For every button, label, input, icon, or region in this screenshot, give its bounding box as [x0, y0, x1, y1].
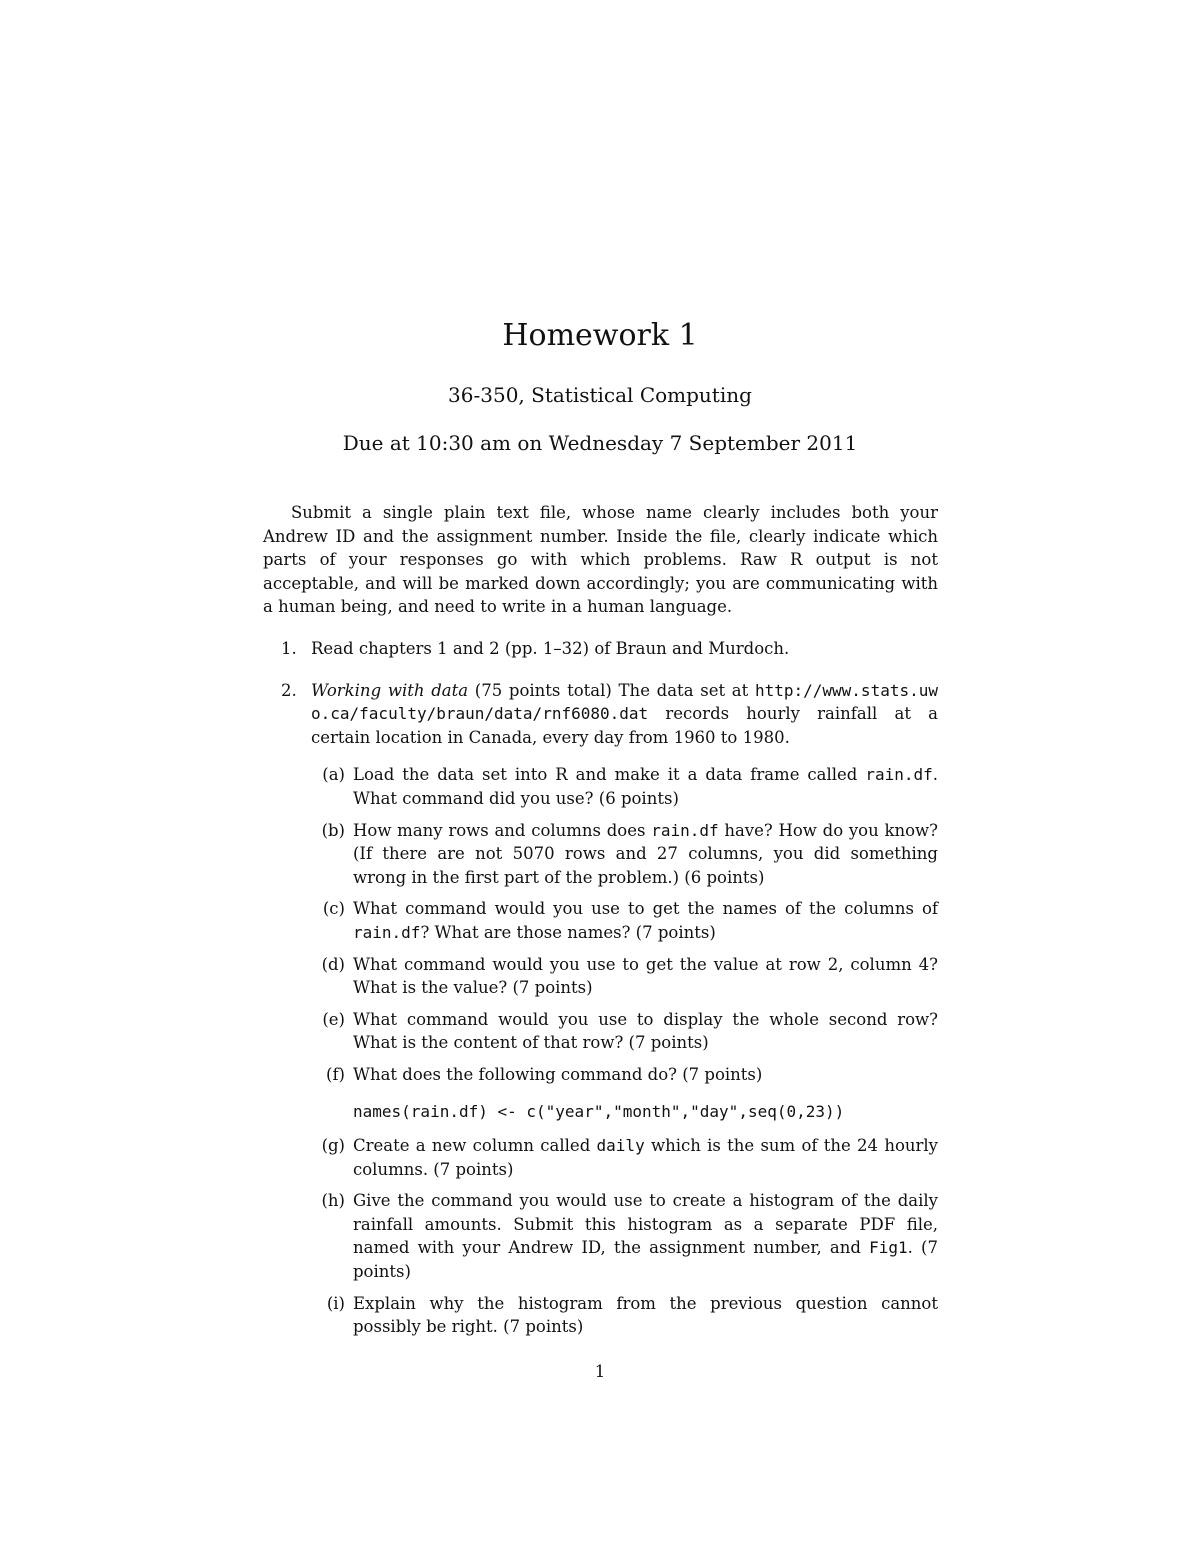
subproblem-label: (g) — [321, 1136, 345, 1156]
course-subtitle: 36-350, Statistical Computing — [448, 383, 752, 407]
problem-2-intro — [311, 679, 938, 750]
problem-number: 1. — [281, 638, 297, 658]
subproblem-h — [311, 1189, 938, 1283]
page-number: 1 — [594, 1362, 606, 1381]
subproblem-text: Create a new column called — [353, 1136, 597, 1156]
subproblem-text: which is the sum of the 24 hourly columns. (7 points) — [353, 1136, 938, 1179]
subproblem-c — [311, 897, 938, 944]
subproblem-d — [311, 953, 938, 1000]
problem-1 — [263, 637, 938, 661]
problem-title: Working with data — [311, 680, 469, 700]
subproblem-text: Load the data set into R and make it a data frame called — [353, 765, 866, 785]
subproblem-text: What command would you use to display the whole second row? What is the content of that row? (7 points) — [353, 1009, 938, 1053]
subproblem-f — [311, 1063, 938, 1124]
subproblem-label: (i) — [326, 1293, 345, 1313]
subproblem-text: have? How do you know? (If there are not 5070 rows and 27 columns, you did something wrong in the first part of the problem.) (6 points) — [353, 820, 938, 887]
problem-list — [263, 637, 938, 1339]
subproblem-label: (e) — [322, 1009, 345, 1029]
subproblem-text: Give the command you would use to create a histogram of the daily rainfall amounts. Submit this histogram as a separate PDF file, named with your Andrew ID, the assignment number, and — [353, 1191, 938, 1258]
inline-code: Fig1 — [869, 1238, 908, 1258]
subproblem-g — [311, 1134, 938, 1181]
problem-2 — [263, 679, 938, 1339]
subproblem-a — [311, 763, 938, 810]
subproblem-i — [311, 1292, 938, 1339]
subproblem-label: (f) — [326, 1064, 345, 1084]
subproblem-e — [311, 1008, 938, 1055]
dataset-url[interactable]: http://www.stats.uwo.ca/faculty/braun/data/rnf6080.dat — [311, 680, 938, 724]
subproblem-label: (b) — [321, 820, 345, 840]
subproblem-text: What does the following command do? (7 points) — [353, 1064, 763, 1084]
subproblem-b — [311, 819, 938, 890]
subproblem-label: (d) — [321, 954, 345, 974]
document-body — [263, 501, 938, 1357]
intro-paragraph: Submit a single plain text file, whose name clearly includes both your Andrew ID and the assignment number. Inside the file, clearly indicate which parts of your responses go with which problems. Raw R output is not acceptable, and will be marked down accordingly; you are communicating with a human being, and need to write in a human language. — [263, 503, 938, 617]
problem-text: (75 points total) The data set at — [468, 680, 755, 700]
problem-text: Read chapters 1 and 2 (pp. 1–32) of Braun and Murdoch. — [311, 638, 790, 658]
subproblem-text: What command would you use to get the value at row 2, column 4? What is the value? (7 points) — [353, 954, 938, 998]
page-title: Homework 1 — [502, 318, 698, 353]
subproblem-text: . What command did you use? (6 points) — [353, 765, 938, 808]
inline-code: daily — [596, 1136, 645, 1156]
subproblem-text: What command would you use to get the names of the columns of — [353, 899, 938, 919]
subproblem-label: (h) — [321, 1191, 345, 1211]
code-block: names(rain.df) <- c("year","month","day",seq(0,23)) — [353, 1102, 845, 1122]
inline-code: rain.df — [353, 922, 421, 942]
subproblem-label: (c) — [322, 899, 345, 919]
inline-code: rain.df — [651, 820, 719, 840]
subproblem-label: (a) — [322, 765, 345, 785]
problem-text: records hourly rainfall at a certain location in Canada, every day from 1960 to 1980. — [311, 704, 938, 747]
subproblem-text: Explain why the histogram from the previous question cannot possibly be right. (7 points) — [353, 1293, 938, 1337]
due-date: Due at 10:30 am on Wednesday 7 September 2011 — [342, 431, 858, 455]
subproblem-text: ? What are those names? (7 points) — [420, 922, 716, 942]
subproblem-text: . (7 points) — [353, 1238, 938, 1282]
subproblem-text: How many rows and columns does — [353, 820, 652, 840]
subproblem-list — [311, 763, 938, 1338]
inline-code: rain.df — [865, 765, 933, 785]
problem-number: 2. — [281, 680, 297, 700]
